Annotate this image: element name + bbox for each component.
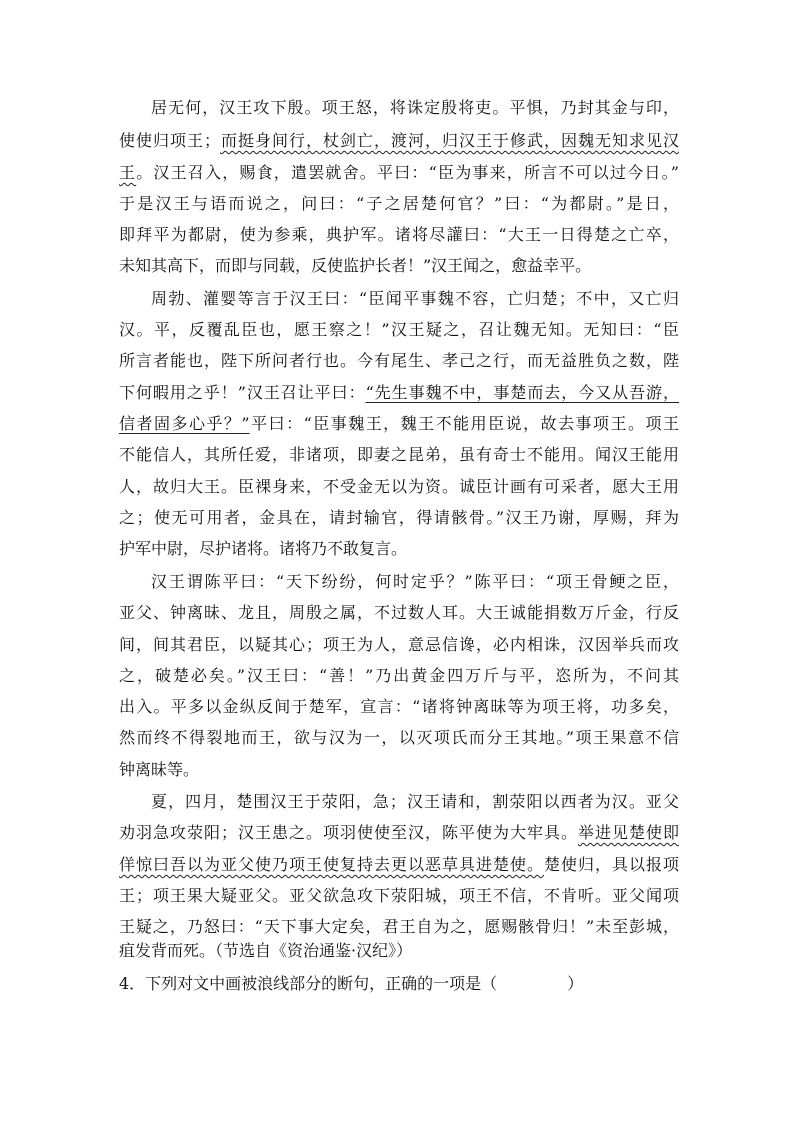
p2-underlined-sentence-tail: 信者固多心乎？” [119, 414, 250, 433]
p2-line-2: 汉。平，反覆乱臣也，愿王察之！”汉王疑之，召让魏无知。无知曰：“臣 [119, 320, 679, 339]
p1-wavy-underlined-tail: 王 [119, 163, 137, 182]
p2-line-3: 所言者能也，陛下所问者行也。今有尾生、孝己之行，而无益胜负之数，陛 [119, 351, 679, 370]
p4-line-4: 王；项王果大疑亚父。亚父欲急攻下荥阳城，项王不信，不肯听。亚父闻项 [119, 886, 679, 905]
p2-underlined-sentence: “先生事魏不中，事楚而去，今又从吾游， [365, 383, 679, 402]
p1-line-6: 未知其高下，而即与同载，反使监护长者！”汉王闻之，愈益幸平。 [119, 256, 592, 275]
p4-line-3-text: 楚使归，具以报项 [543, 855, 679, 874]
question-close-paren: ） [567, 974, 584, 993]
p3-line-4: 之，破楚必矣。”汉王曰：“善！”乃出黄金四万斤与平，恣所为，不问其 [119, 666, 679, 685]
p2-line-9: 护军中尉，尽护诸将。诸将乃不敢复言。 [119, 539, 408, 558]
p1-line-2 [119, 131, 679, 151]
p1-line-4: 于是汉王与语而说之，问曰：“子之居楚何官？”曰：“为都尉。”是日， [119, 194, 679, 213]
p3-line-6: 然而终不得裂地而王，欲与汉为一，以灭项氏而分王其地。”项王果意不信 [119, 728, 679, 747]
p2-line-8: 之；使无可用者，金具在，请封输官，得请骸骨。”汉王乃谢，厚赐，拜为 [119, 508, 679, 527]
p1-line-2-text: 使使归项王； [119, 131, 220, 150]
p3-line-7: 钟离昧等。 [119, 760, 200, 779]
p4-wavy-underlined-segment: 举进见楚使即 [577, 823, 679, 842]
question-4 [119, 974, 679, 994]
p2-line-5-text: 平曰：“臣事魏王，魏王不能用臣说，故去事项王。项王 [249, 414, 679, 433]
p1-line-3-text: 。汉王召入，赐食，遣罢就舍。平曰：“臣为事来，所言不可以过今日。” [136, 163, 679, 182]
p3-line-2: 亚父、钟离昧、龙且，周殷之属，不过数人耳。大王诚能捐数万斤金，行反 [119, 603, 679, 622]
p4-line-2-text: 劝羽急攻荥阳；汉王患之。项羽使使至汉，陈平使为大牢具。 [119, 823, 578, 842]
p1-wavy-underlined-segment: 而挺身间行，杖剑亡，渡河，归汉王于修武，因魏无知求见汉 [220, 131, 679, 150]
p4-wavy-underlined-tail: 佯惊曰吾以为亚父使乃项王使复持去更以恶草具进楚使。 [119, 855, 544, 874]
p2-line-6: 不能信人，其所任爱，非诸项，即妻之昆弟，虽有奇士不能用。闻汉王能用 [119, 445, 679, 464]
p2-line-4 [119, 383, 679, 403]
p4-line-5: 王疑之，乃怒曰：“天下事大定矣，君王自为之，愿赐骸骨归！”未至彭城， [119, 917, 679, 936]
p1-line-1: 居无何，汉王攻下殷。项王怒，将诛定殷将吏。平惧，乃封其金与印， [151, 98, 679, 117]
question-stem: 4．下列对文中画被浪线部分的断句，正确的一项是（ [119, 974, 498, 993]
p2-line-4-text: 下何暇用之乎！”汉王召让平曰： [119, 383, 366, 402]
p4-line-3 [119, 855, 679, 875]
p1-line-5: 即拜平为都尉，使为参乘，典护军。诸将尽讙曰：“大王一日得楚之亡卒， [119, 225, 679, 244]
p2-line-5 [119, 414, 679, 434]
p3-line-5: 出入。平多以金纵反间于楚军，宣言：“诸将钟离昧等为项王将，功多矣， [119, 697, 679, 716]
p1-line-3 [119, 163, 679, 183]
p3-line-3: 间，间其君臣，以疑其心；项王为人，意忌信谗，必内相诛，汉因举兵而攻 [119, 635, 679, 654]
p2-line-1: 周勃、灌婴等言于汉王曰：“臣闻平事魏不容，亡归楚；不中，又亡归 [151, 289, 679, 308]
p4-line-6: 疽发背而死。（节选自《资治通鉴·汉纪》） [119, 941, 413, 960]
p3-line-1: 汉王谓陈平曰：“天下纷纷，何时定乎？”陈平曰：“项王骨鲠之臣， [151, 572, 679, 591]
p4-line-1: 夏，四月，楚围汉王于荥阳，急；汉王请和，割荥阳以西者为汉。亚父 [151, 792, 679, 811]
p2-line-7: 人，故归大王。臣裸身来，不受金无以为资。诚臣计画有可采者，愿大王用 [119, 477, 679, 496]
p4-line-2 [119, 823, 679, 843]
